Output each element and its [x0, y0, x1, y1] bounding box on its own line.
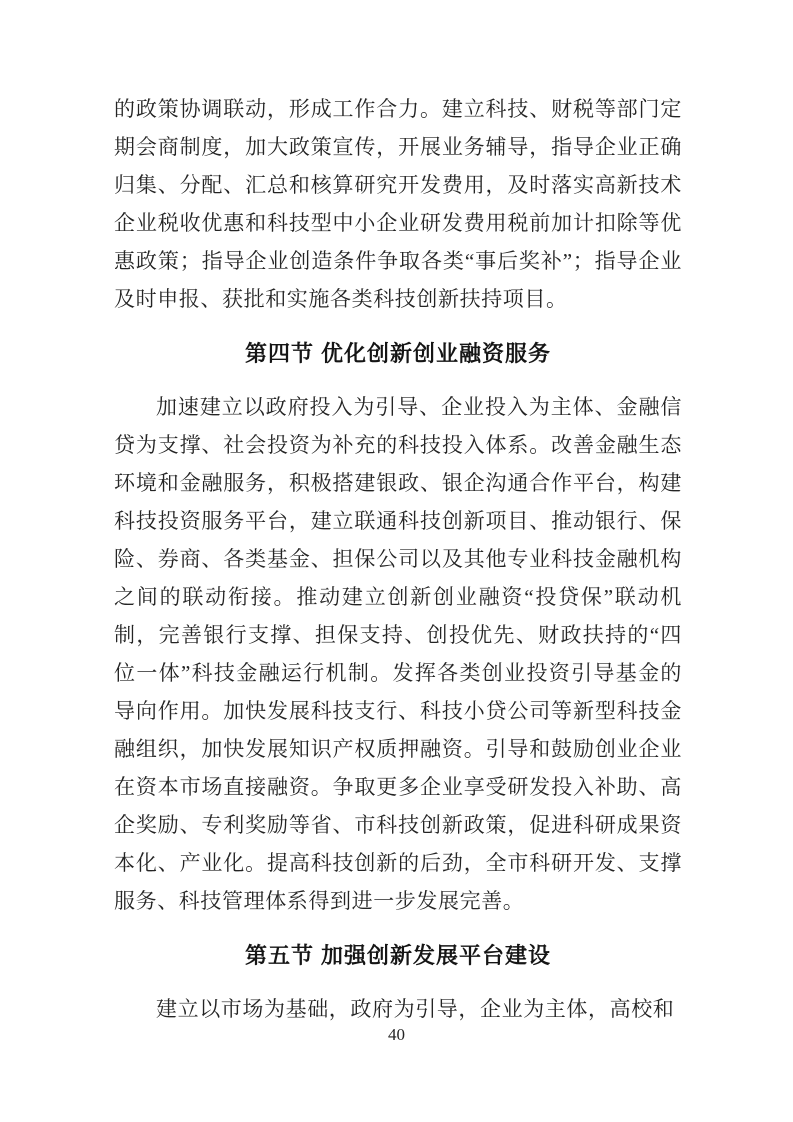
document-content: [114, 90, 682, 1028]
section-4-heading: 第四节 优化创新创业融资服务: [244, 341, 552, 366]
paragraph-financing-services: 加速建立以政府投入为引导、企业投入为主体、金融信贷为支撑、社会投资为补充的科技投入体系。改善金融生态环境和金融服务，积极搭建银政、银企沟通合作平台，构建科技投资服务平台，建立联通科技创新项目、推动银行、保险、券商、各类基金、担保公司以及其他专业科技金融机构之间的联动衔接。推动建立创新创业融资“投贷保”联动机制，完善银行支撑、担保支持、创投优先、财政扶持的“四位一体”科技金融运行机制。发挥各类创业投资引导基金的导向作用。加快发展科技支行、科技小贷公司等新型科技金融组织，加快发展知识产权质押融资。引导和鼓励创业企业在资本市场直接融资。争取更多企业享受研发投入补助、高企奖励、专利奖励等省、市科技创新政策，促进科研成果资本化、产业化。提高科技创新的后劲，全市科研开发、支撑服务、科技管理体系得到进一步发展完善。: [114, 395, 682, 913]
paragraph-platform-construction: 建立以市场为基础，政府为引导，企业为主体，高校和: [156, 997, 675, 1021]
section-5-heading: 第五节 加强创新发展平台建设: [244, 943, 552, 968]
paragraph-policy-coordination: 的政策协调联动，形成工作合力。建立科技、财税等部门定期会商制度，加大政策宣传，开展业务辅导，指导企业正确归集、分配、汇总和核算研究开发费用，及时落实高新技术企业税收优惠和科技型中小企业研发费用税前加计扣除等优惠政策；指导企业创造条件争取各类“事后奖补”；指导企业及时申报、获批和实施各类科技创新扶持项目。: [114, 97, 682, 311]
page-number: 40: [388, 1025, 405, 1044]
